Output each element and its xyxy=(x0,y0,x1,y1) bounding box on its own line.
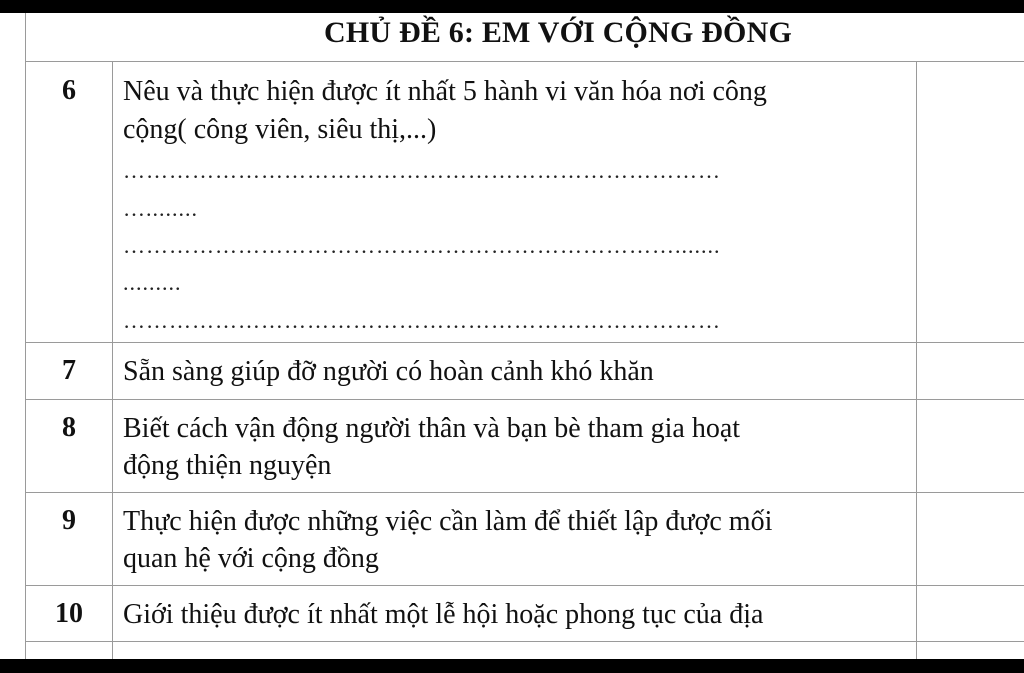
row-9-line-2: quan hệ với cộng đồng xyxy=(123,543,379,574)
row-8-line-2: động thiện nguyện xyxy=(123,450,332,481)
row-number-10: 10 xyxy=(55,598,83,629)
row-divider-6 xyxy=(25,342,1024,343)
document-page xyxy=(0,13,1024,659)
row-6-line-2: cộng( công viên, siêu thị,...) xyxy=(123,114,437,145)
row-6-dot-line-1: …………………………………………………………………… xyxy=(123,158,721,183)
row-9-line-1: Thực hiện được những việc cần làm để thiết lập được mối xyxy=(123,506,773,537)
column-divider-number xyxy=(112,61,113,659)
row-6-dot-line-5: …………………………………………………………………… xyxy=(123,308,721,333)
row-number-8: 8 xyxy=(62,412,76,443)
row-divider-heading xyxy=(25,61,1024,62)
row-divider-7 xyxy=(25,399,1024,400)
row-10-line-1: Giới thiệu được ít nhất một lễ hội hoặc phong tục của địa xyxy=(123,599,764,630)
row-6-dot-line-3: ………………………………………………………………....... xyxy=(123,233,721,258)
row-divider-10 xyxy=(25,641,1024,642)
table-left-border xyxy=(25,13,26,659)
section-heading: CHỦ ĐỀ 6: EM VỚI CỘNG ĐỒNG xyxy=(324,16,792,49)
row-6-dot-line-2: …........ xyxy=(123,196,198,221)
column-divider-content xyxy=(916,61,917,659)
row-6-dot-line-4: ......... xyxy=(123,270,182,295)
bottom-black-bar xyxy=(0,659,1024,673)
row-6-line-1: Nêu và thực hiện được ít nhất 5 hành vi văn hóa nơi công xyxy=(123,76,767,107)
row-7-line-1: Sẵn sàng giúp đỡ người có hoàn cảnh khó khăn xyxy=(123,356,654,387)
top-black-bar xyxy=(0,0,1024,13)
row-8-line-1: Biết cách vận động người thân và bạn bè tham gia hoạt xyxy=(123,413,741,444)
row-number-9: 9 xyxy=(62,505,76,536)
row-divider-8 xyxy=(25,492,1024,493)
row-divider-9 xyxy=(25,585,1024,586)
row-number-7: 7 xyxy=(62,355,76,386)
row-number-6: 6 xyxy=(62,75,76,106)
